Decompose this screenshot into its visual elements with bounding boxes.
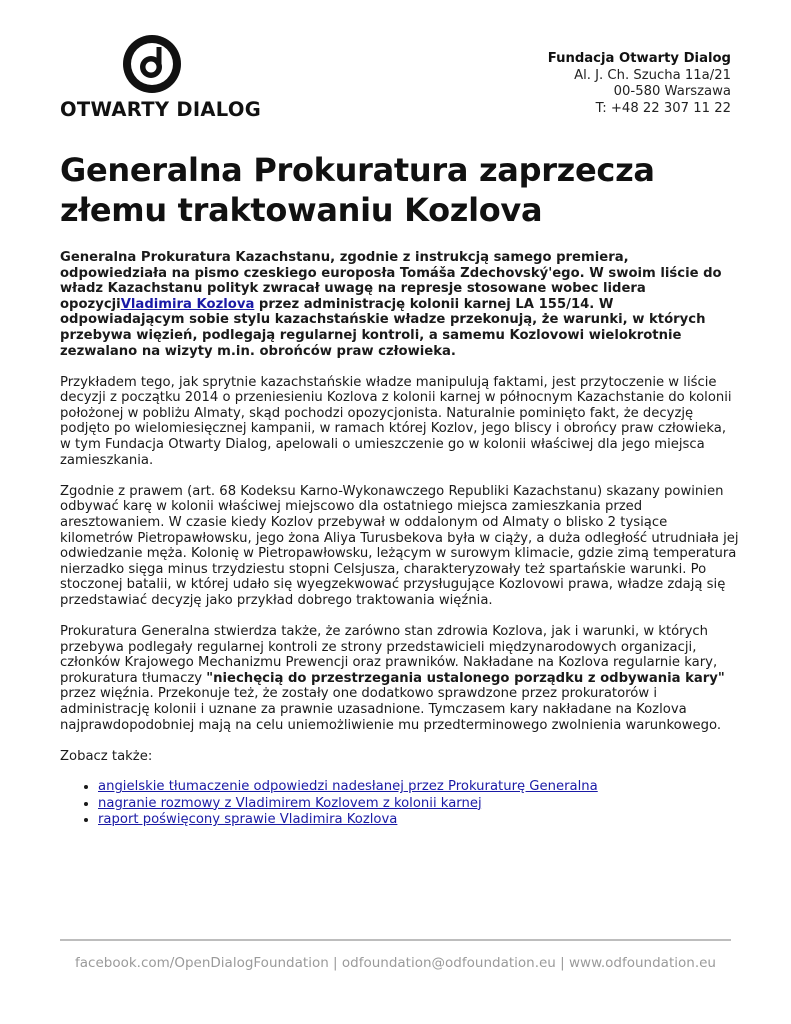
article-body [60, 250, 740, 829]
footer-divider [60, 939, 731, 941]
list-item [98, 779, 740, 796]
paragraph-3-text-1: Prokuratura Generalna stwierdza także, że zarówno stan zdrowia Kozlova, jak i warunki, w których przebywa podlegały regularnej kontroli ze strony przedstawicieli międzynarodowych organizacji, członków Krajowego Mechanizmu Prewencji oraz prawników. Nakładane na Kozlova regularnie kary, prokuratura tłumaczy [60, 623, 718, 686]
address-block [548, 51, 731, 117]
recording-link[interactable]: nagranie rozmowy z Vladimirem Kozlovem z kolonii karnej [98, 795, 482, 811]
lead-text-1: Generalna Prokuratura Kazachstanu, zgodnie z instrukcją samego premiera, odpowiedziała na pismo czeskiego europosła Tomáša Zdechovský'ego. W swoim liście do władz Kazachstanu polityk zwracał uwagę na represje stosowane wobec lidera opozycji [60, 250, 722, 312]
footer-contacts: facebook.com/OpenDialogFoundation | odfoundation@odfoundation.eu | www.odfoundation.eu [75, 955, 716, 971]
lead-text-2: przez administrację kolonii karnej LA 155/14. W odpowiadającym sobie stylu kazachstańskie władze przekonują, że warunki, w których przebywa więzień, podlegają regularnej kontroli, a samemu Kozlovowi wielokrotnie zezwalano na wizyty m.in. obrońców praw człowieka. [60, 296, 706, 359]
paragraph-1: Przykładem tego, jak sprytnie kazachstańskie władze manipulują faktami, jest przytoczenie w liście decyzji z początku 2014 o przeniesieniu Kozlova z kolonii karnej w północnym Kazachstanie do kolonii położonej w pobliżu Almaty, skąd pochodzi opozycjonista. Naturalnie pominięto fakt, że decyzję podjęto po wielomiesięcznej kampanii, w ramach której Kozlov, jego bliscy i obrońcy praw człowieka, w tym Fundacja Otwarty Dialog, apelowali o umieszczenie go w kolonii właściwej dla jego miejsca zamieszkania. [60, 374, 732, 468]
list-item [98, 796, 740, 813]
article-title: Generalna Prokuratura zaprzecza złemu traktowaniu Kozlova [60, 151, 655, 229]
otwarty-dialog-logo-icon [122, 34, 182, 94]
lead-paragraph [60, 250, 740, 359]
address-city: 00-580 Warszawa [613, 84, 731, 99]
see-also-label: Zobacz także: [60, 748, 153, 764]
address-street: Al. J. Ch. Szucha 11a/21 [574, 67, 731, 83]
paragraph-3-text-2: przez więźnia. Przekonuje też, że zostały one dodatkowo sprawdzone przez prokuratorów i administrację kolonii i uznane za prawnie uzasadnione. Tymczasem kary nakładane na Kozlova najprawdopodobniej mają na celu uniemożliwienie mu przedterminowego zwolnienia warunkowego. [60, 686, 722, 733]
paragraph-3 [60, 624, 740, 733]
paragraph-3-quote: "niechęcią do przestrzegania ustalonego porządku z odbywania kary" [206, 670, 725, 686]
related-links-list [60, 779, 740, 829]
logo-text: OTWARTY DIALOG [60, 98, 261, 121]
vladimir-kozlov-link[interactable]: Vladimira Kozlova [120, 296, 255, 312]
report-link[interactable]: raport poświęcony sprawie Vladimira Kozlova [98, 812, 398, 828]
translation-link[interactable]: angielskie tłumaczenie odpowiedzi nadesłanej przez Prokuraturę Generalna [98, 779, 598, 795]
paragraph-2: Zgodnie z prawem (art. 68 Kodeksu Karno-Wykonawczego Republiki Kazachstanu) skazany powinien odbywać karę w kolonii właściwej miejscowo dla ostatniego miejsca zamieszkania przed aresztowaniem. W czasie kiedy Kozlov przebywał w oddalonym od Almaty o blisko 2 tysiące kilometrów Pietropawłowsku, jego żona Aliya Turusbekova była w ciąży, a duża odległość utrudniała jej odwiedzanie męża. Kolonię w Pietropawłowsku, leżącym w surowym klimacie, gdzie zimą temperatura nierzadko sięga minus trzydziestu stopni Celsjusza, charakteryzowały też spartańskie warunki. Po stoczonej batalii, w której udało się wyegzekwować przysługujące Kozlovowi prawa, władze zdają się przedstawiać decyzję jako przykład dobrego traktowania więźnia. [60, 483, 739, 608]
phone-number: T: +48 22 307 11 22 [595, 100, 731, 116]
list-item [98, 812, 740, 829]
organization-name: Fundacja Otwarty Dialog [547, 51, 731, 66]
